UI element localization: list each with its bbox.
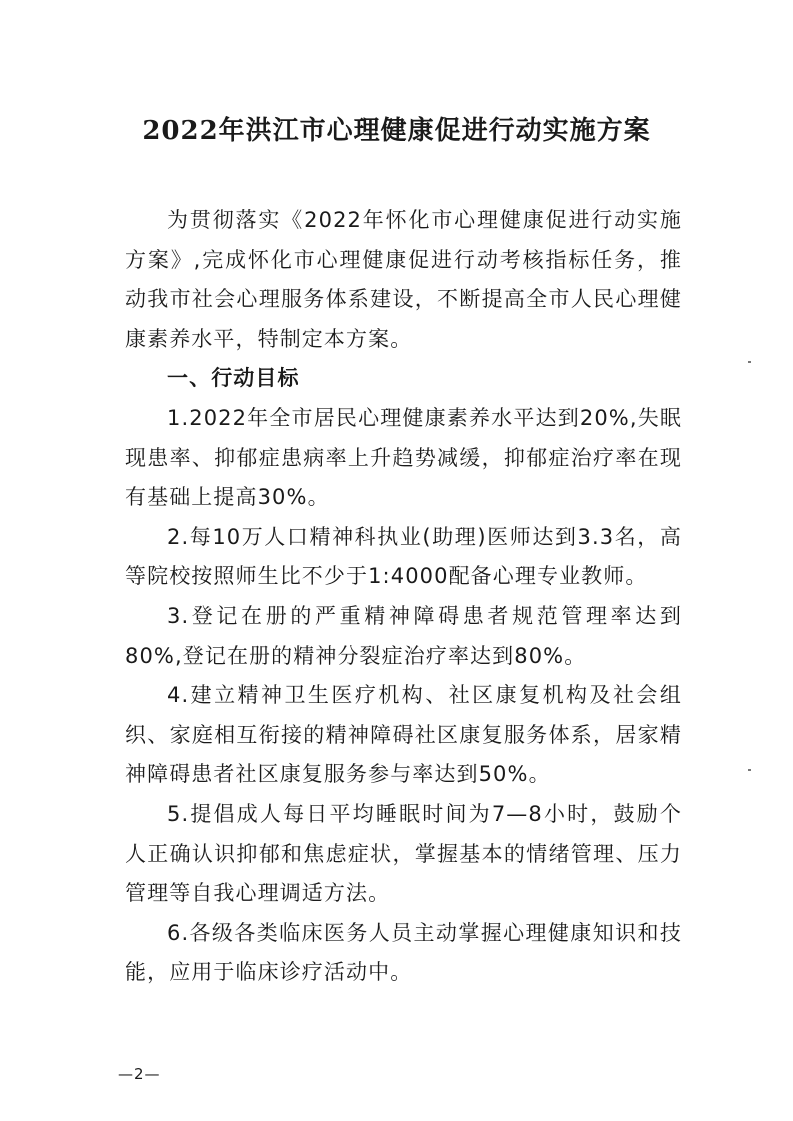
page-number: —2— [118,1065,161,1083]
margin-mark [748,361,751,363]
goal-paragraph-2: 2.每10万人口精神科执业(助理)医师达到3.3名，高等院校按照师生比不少于1:4000配备心理专业教师。 [125,524,682,589]
goal-paragraph-5: 5.提倡成人每日平均睡眠时间为7—8小时，鼓励个人正确认识抑郁和焦虑症状，掌握基本的情绪管理、压力管理等自我心理调适方法。 [125,801,682,906]
section-heading: 一、行动目标 [167,366,300,391]
goal-paragraph-6: 6.各级各类临床医务人员主动掌握心理健康知识和技能，应用于临床诊疗活动中。 [125,920,682,985]
document-title: 2022年洪江市心理健康促进行动实施方案 [142,116,651,146]
intro-paragraph: 为贯彻落实《2022年怀化市心理健康促进行动实施方案》,完成怀化市心理健康促进行动考核指标任务，推动我市社会心理服务体系建设，不断提高全市人民心理健康素养水平，特制定本方案。 [125,208,682,351]
goal-paragraph-3: 3.登记在册的严重精神障碍患者规范管理率达到80%,登记在册的精神分裂症治疗率达到80%。 [125,603,682,668]
margin-mark [748,769,751,771]
document-body [125,201,682,993]
goal-paragraph-1: 1.2022年全市居民心理健康素养水平达到20%,失眠现患率、抑郁症患病率上升趋势减缓，抑郁症治疗率在现有基础上提高30%。 [125,405,682,510]
goal-paragraph-4: 4.建立精神卫生医疗机构、社区康复机构及社会组织、家庭相互衔接的精神障碍社区康复服务体系，居家精神障碍患者社区康复服务参与率达到50%。 [125,683,682,787]
